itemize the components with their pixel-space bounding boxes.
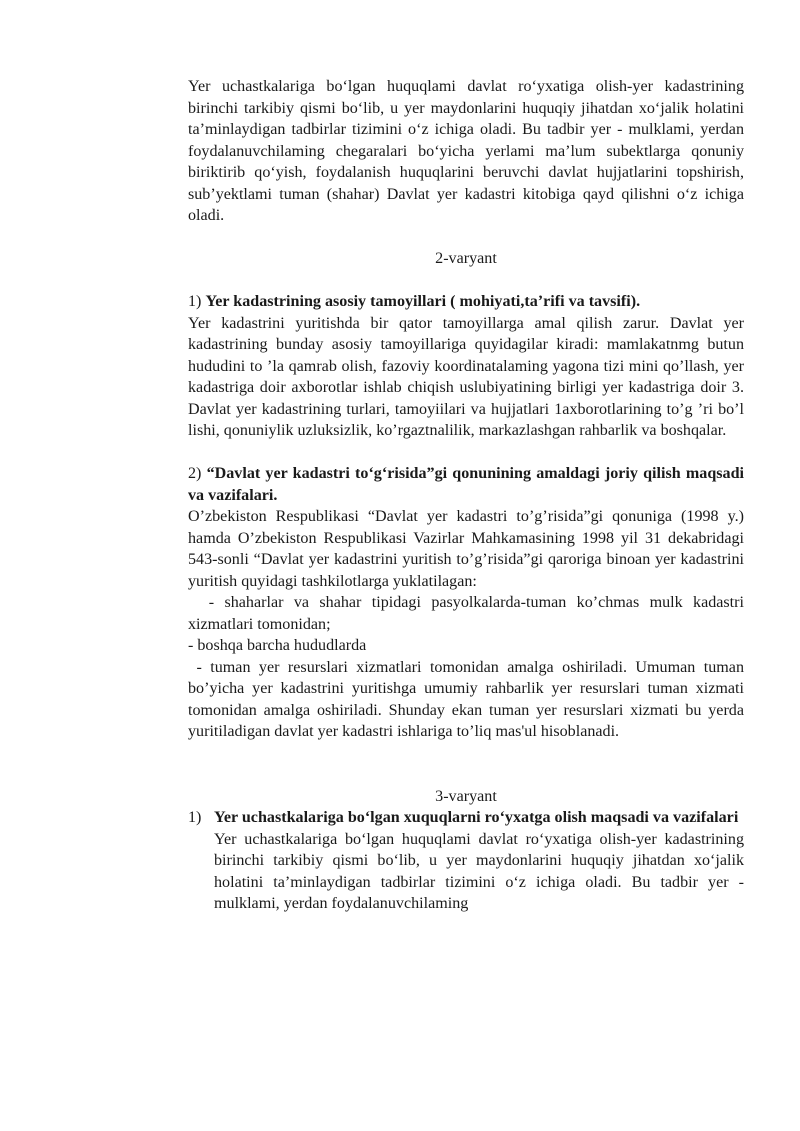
variant-3-question-1 xyxy=(188,807,744,915)
variant-2-question-2 xyxy=(188,463,744,506)
variant-3-answer-1: Yer uchastkalariga bo‘lgan huquqlami davlat ro‘yxatiga olish-yer kadastrining birinchi tarkibiy qismi bo‘lib, u yer maydonlarini huquqiy jihatdan xo‘jalik holatini ta’minlaydigan tadbirlar tizimini o‘z ichiga oladi. Bu tadbir yer - mulklami, yerdan foydalanuvchilaming xyxy=(214,830,744,912)
question-title: Yer uchastkalariga bo‘lgan xuquqlarni ro‘yxatga olish maqsadi va vazifalari xyxy=(214,809,739,826)
variant-2-answer-2-bullet-2: - boshqa barcha hududlarda xyxy=(188,637,367,654)
variant-2-heading: 2-varyant xyxy=(435,250,497,267)
variant-2-answer-1: Yer kadastrini yuritishda bir qator tamoyillarga amal qilish zarur. Davlat yer kadastrining bunday asosiy tamoyillariga quyidagilar kiradi: mamlakatnmg butun hududini to ’la qamrab olish, fazoviy koordinatalaming yagona tizi mini qo’llash, yer kadastriga doir axborotlar ishlab chiqish uslubiyatining birligi yer kadastriga doir 3. Davlat yer kadastrining turlari, tamoyiilari va hujjatlari 1axborotlarining to’g ’ri bo’l lishi, qonuniylik uzluksizlik, ko’rgaztnalilik, markazlashgan rahbarlik va boshqalar. xyxy=(188,314,744,439)
variant-2-answer-2-bullet-3: - tuman yer resurslari xizmatlari tomonidan amalga oshiriladi. Umuman tuman bo’yicha yer kadastrini yuritishga umumiy rahbarlik yer resurslari tuman xizmati tomonidan amalga oshiriladi. Shunday ekan tuman yer resurslari xizmati bu yerda yuritiladigan davlat yer kadastri ishlariga to’liq mas'ul hisoblanadi. xyxy=(188,658,749,740)
document-page xyxy=(188,76,749,915)
question-body xyxy=(214,807,744,915)
variant-3-heading: 3-varyant xyxy=(435,787,497,805)
question-title: “Davlat yer kadastri to‘g‘risida”gi qonunining amaldagi joriy qilish maqsadi va vazifalari. xyxy=(188,465,744,504)
question-number: 1) xyxy=(188,293,202,310)
question-number: 1) xyxy=(188,809,202,826)
question-number: 2) xyxy=(188,465,202,482)
question-title: Yer kadastrining asosiy tamoyillari ( mohiyati,ta’rifi va tavsifi). xyxy=(205,293,641,310)
intro-paragraph: Yer uchastkalariga bo‘lgan huquqlami davlat ro‘yxatiga olish-yer kadastrining birinchi tarkibiy qismi bo‘lib, u yer maydonlarini huquqiy jihatdan xo‘jalik holatini ta’minlaydigan tadbirlar tizimini o‘z ichiga oladi. Bu tadbir yer - mulklami, yerdan foydalanuvchilaming chegaralari bo‘yicha yerlami ma’lum subektlarga qonuniy biriktirib qo‘yish, foydalanish huquqlarini beruvchi davlat hujjatlarini topshirish, sub’yektlami tuman (shahar) Davlat yer kadastri kitobiga qayd qilishni o‘z ichiga oladi. xyxy=(188,78,744,224)
variant-2-answer-2-intro: O’zbekiston Respublikasi “Davlat yer kadastri to’g’risida”gi qonuniga (1998 y.) hamda O’zbekiston Respublikasi Vazirlar Mahkamasining 1998 yil 31 dekabridagi 543-sonli “Davlat yer kadastrini yuritish to’g’risida”gi qaroriga binoan yer kadastrini yuritish quyidagi tashkilotlarga yuklatilagan: xyxy=(188,508,744,590)
variant-2-question-1 xyxy=(188,291,744,313)
variant-2-answer-2-bullet-1: - shaharlar va shahar tipidagi pasyolkalarda-tuman ko’chmas mulk kadastri xizmatlari tomonidan; xyxy=(188,594,749,633)
